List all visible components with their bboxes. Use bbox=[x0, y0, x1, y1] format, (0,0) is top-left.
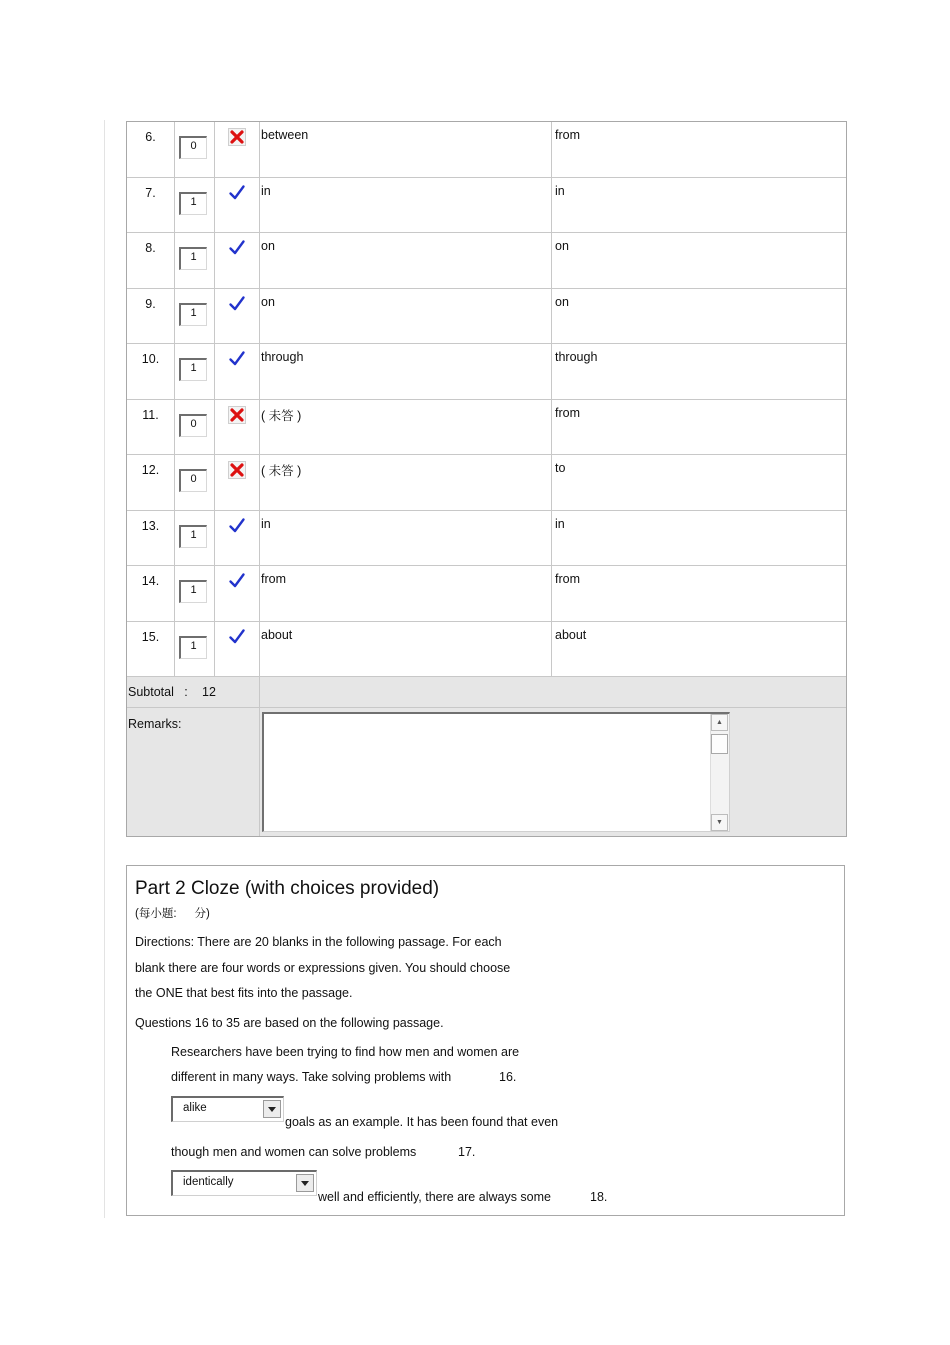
correct-answer: on bbox=[551, 289, 846, 344]
score-input[interactable]: 1 bbox=[179, 303, 207, 326]
chevron-down-icon[interactable] bbox=[296, 1174, 314, 1192]
subtotal-label: Subtotal : bbox=[128, 685, 188, 699]
question-number: 12. bbox=[141, 463, 160, 477]
result-cell bbox=[214, 233, 259, 288]
table-row bbox=[127, 289, 846, 345]
score-input[interactable]: 0 bbox=[179, 469, 207, 492]
result-rows bbox=[127, 122, 846, 677]
results-table bbox=[126, 121, 847, 837]
passage-line-3: though men and women can solve problems bbox=[171, 1145, 417, 1159]
table-row bbox=[127, 566, 846, 622]
cross-icon bbox=[228, 461, 246, 479]
student-answer: about bbox=[259, 622, 551, 677]
question-number-16: 16. bbox=[499, 1070, 517, 1084]
passage-after-16: goals as an example. It has been found that even bbox=[285, 1115, 559, 1129]
result-cell bbox=[214, 178, 259, 233]
score-input[interactable]: 1 bbox=[179, 192, 207, 215]
check-icon bbox=[228, 572, 246, 590]
table-row bbox=[127, 344, 846, 400]
remarks-scrollbar[interactable] bbox=[710, 714, 729, 831]
result-cell bbox=[214, 511, 259, 566]
question-number: 10. bbox=[141, 352, 160, 366]
student-answer: through bbox=[259, 344, 551, 399]
correct-answer: from bbox=[551, 400, 846, 455]
check-icon bbox=[228, 184, 246, 202]
student-answer: on bbox=[259, 233, 551, 288]
score-input[interactable]: 1 bbox=[179, 247, 207, 270]
result-cell bbox=[214, 289, 259, 344]
check-icon bbox=[228, 295, 246, 313]
check-icon bbox=[228, 628, 246, 646]
cross-icon bbox=[228, 406, 246, 424]
result-cell bbox=[214, 455, 259, 510]
score-input[interactable]: 1 bbox=[179, 636, 207, 659]
result-cell bbox=[214, 622, 259, 677]
remarks-textarea[interactable] bbox=[262, 712, 730, 832]
check-icon bbox=[228, 517, 246, 535]
question-number-17: 17. bbox=[458, 1145, 476, 1159]
score-input[interactable]: 1 bbox=[179, 580, 207, 603]
correct-answer: from bbox=[551, 122, 846, 177]
table-row bbox=[127, 178, 846, 234]
correct-answer: to bbox=[551, 455, 846, 510]
correct-answer: from bbox=[551, 566, 846, 621]
directions-line-2: blank there are four words or expressions given. You should choose bbox=[135, 961, 511, 975]
chevron-down-icon[interactable] bbox=[263, 1100, 281, 1118]
part-title: Part 2 Cloze (with choices provided) bbox=[135, 878, 440, 899]
question-number: 9. bbox=[145, 296, 156, 311]
answer-select-16[interactable] bbox=[171, 1096, 284, 1122]
score-input[interactable]: 1 bbox=[179, 358, 207, 381]
question-number: 8. bbox=[145, 241, 156, 255]
table-row bbox=[127, 233, 846, 289]
table-row bbox=[127, 511, 846, 567]
score-cell bbox=[174, 511, 214, 566]
student-answer: ( 未答 ) bbox=[259, 455, 551, 510]
correct-answer: through bbox=[551, 344, 846, 399]
select-value-16: alike bbox=[183, 1102, 207, 1114]
subtotal-value: 12 bbox=[202, 685, 216, 699]
correct-answer: about bbox=[551, 622, 846, 677]
passage-line-1: Researchers have been trying to find how men and women are bbox=[171, 1045, 520, 1059]
score-input[interactable]: 0 bbox=[179, 136, 207, 159]
student-answer: ( 未答 ) bbox=[259, 400, 551, 455]
scroll-up-icon[interactable]: ▲ bbox=[711, 714, 728, 731]
score-input[interactable]: 0 bbox=[179, 414, 207, 437]
left-rule bbox=[104, 120, 105, 1218]
remarks-label: Remarks: bbox=[128, 717, 182, 731]
passage-line-2: different in many ways. Take solving problems with bbox=[171, 1070, 452, 1084]
question-number: 7. bbox=[145, 185, 156, 200]
check-icon bbox=[228, 239, 246, 257]
question-number: 15. bbox=[141, 629, 160, 644]
answer-select-17[interactable] bbox=[171, 1170, 317, 1196]
check-icon bbox=[228, 350, 246, 368]
score-cell bbox=[174, 233, 214, 288]
score-cell bbox=[174, 566, 214, 621]
student-answer: between bbox=[259, 122, 551, 177]
student-answer: in bbox=[259, 511, 551, 566]
score-cell bbox=[174, 344, 214, 399]
correct-answer: in bbox=[551, 511, 846, 566]
directions-line-3: the ONE that best fits into the passage. bbox=[135, 986, 353, 1000]
score-input[interactable]: 1 bbox=[179, 525, 207, 548]
question-number: 11. bbox=[142, 407, 159, 422]
scroll-thumb[interactable] bbox=[711, 734, 728, 754]
cross-icon bbox=[228, 128, 246, 146]
question-number: 14. bbox=[141, 574, 160, 588]
question-number: 6. bbox=[145, 130, 156, 144]
directions-line-1: Directions: There are 20 blanks in the following passage. For each bbox=[135, 935, 502, 949]
score-cell bbox=[174, 622, 214, 677]
table-row bbox=[127, 455, 846, 511]
score-cell bbox=[174, 178, 214, 233]
result-cell bbox=[214, 122, 259, 177]
student-answer: in bbox=[259, 178, 551, 233]
student-answer: from bbox=[259, 566, 551, 621]
score-cell bbox=[174, 122, 214, 177]
result-cell bbox=[214, 400, 259, 455]
score-cell bbox=[174, 289, 214, 344]
correct-answer: in bbox=[551, 178, 846, 233]
subtotal-row bbox=[127, 677, 846, 708]
table-row bbox=[127, 122, 846, 178]
result-cell bbox=[214, 566, 259, 621]
cloze-section bbox=[126, 865, 845, 1216]
table-row bbox=[127, 622, 846, 678]
question-number-18: 18. bbox=[590, 1190, 608, 1204]
result-cell bbox=[214, 344, 259, 399]
scroll-down-icon[interactable]: ▼ bbox=[711, 814, 728, 831]
select-value-17: identically bbox=[183, 1176, 234, 1188]
remarks-row bbox=[127, 708, 846, 836]
score-cell bbox=[174, 455, 214, 510]
table-row bbox=[127, 400, 846, 456]
student-answer: on bbox=[259, 289, 551, 344]
questions-intro: Questions 16 to 35 are based on the following passage. bbox=[135, 1016, 444, 1030]
correct-answer: on bbox=[551, 233, 846, 288]
score-cell bbox=[174, 400, 214, 455]
passage-after-17: well and efficiently, there are always some bbox=[318, 1190, 551, 1204]
question-number: 13. bbox=[141, 518, 160, 533]
points-note: (每小题: 分) bbox=[135, 908, 210, 920]
